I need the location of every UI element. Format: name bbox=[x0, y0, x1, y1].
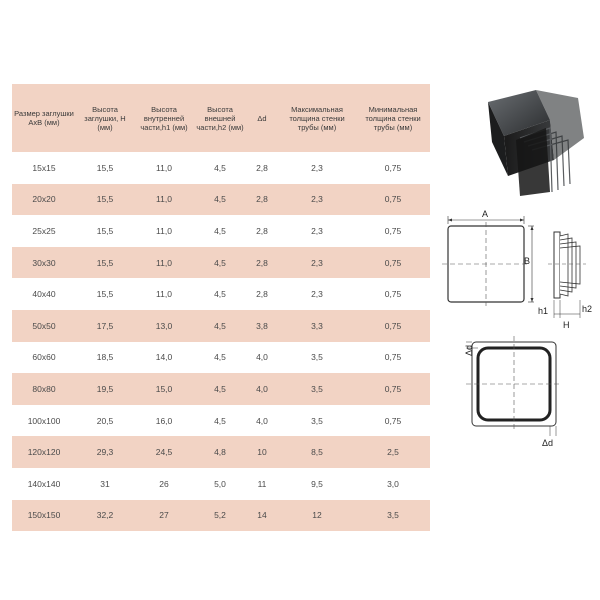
table-cell: 16,0 bbox=[155, 415, 173, 426]
dim-label-h2: h2 bbox=[582, 304, 593, 314]
table-cell: 11,0 bbox=[156, 225, 172, 236]
table-cell: 32,2 bbox=[76, 500, 134, 532]
table-cell: 14 bbox=[246, 500, 278, 532]
table-header bbox=[12, 84, 430, 152]
table-body bbox=[12, 152, 430, 531]
table-cell: 27 bbox=[134, 500, 194, 532]
table-cell: 2,8 bbox=[256, 162, 268, 173]
table-cell: 4,5 bbox=[194, 310, 246, 342]
table-cell: 2,5 bbox=[356, 436, 430, 468]
dim-label-dd-bottom: Δd bbox=[542, 438, 554, 448]
table-row bbox=[12, 310, 430, 342]
column-header: Минимальная толщина стенки трубы (мм) bbox=[356, 84, 430, 152]
table-cell: 4,5 bbox=[214, 415, 226, 426]
column-header: Высота заглушки, H (мм) bbox=[76, 84, 134, 152]
table-cell: 13,0 bbox=[134, 310, 194, 342]
table-cell: 0,75 bbox=[384, 289, 402, 300]
table-cell: 3,5 bbox=[356, 500, 430, 532]
table-cell: 150x150 bbox=[12, 500, 76, 532]
table-cell: 11,0 bbox=[134, 247, 194, 279]
table-cell: 15x15 bbox=[32, 162, 56, 173]
table-cell: 3,5 bbox=[311, 352, 323, 363]
table-cell: 12 bbox=[278, 500, 356, 532]
table-cell: 11,0 bbox=[134, 184, 194, 216]
table-cell: 15,5 bbox=[96, 225, 114, 236]
table-cell: 15,5 bbox=[76, 184, 134, 216]
table-cell: 4,5 bbox=[194, 184, 246, 216]
table-row bbox=[12, 152, 430, 184]
column-header: Δd bbox=[246, 84, 278, 152]
table-row bbox=[12, 500, 430, 532]
table-cell: 2,8 bbox=[246, 247, 278, 279]
table-cell: 11,0 bbox=[156, 289, 172, 300]
table-cell: 19,5 bbox=[76, 373, 134, 405]
column-header: Максимальная толщина стенки трубы (мм) bbox=[278, 84, 356, 152]
section-view-drawing bbox=[436, 332, 600, 450]
table-cell: 0,75 bbox=[384, 415, 402, 426]
table-cell: 2,8 bbox=[256, 225, 268, 236]
table-row bbox=[12, 468, 430, 500]
table-cell: 29,3 bbox=[76, 436, 134, 468]
table-cell: 15,5 bbox=[96, 162, 114, 173]
table-cell: 4,0 bbox=[256, 415, 268, 426]
table-cell: 14,0 bbox=[155, 352, 173, 363]
table-cell: 18,5 bbox=[96, 352, 114, 363]
table-row bbox=[12, 405, 430, 437]
table-cell: 4,5 bbox=[214, 225, 226, 236]
table-cell: 0,75 bbox=[356, 247, 430, 279]
table-cell: 0,75 bbox=[356, 184, 430, 216]
table-row bbox=[12, 278, 430, 310]
table-cell: 3,0 bbox=[387, 478, 399, 489]
table-cell: 4,0 bbox=[256, 352, 268, 363]
column-header: Высота внешней части,h2 (мм) bbox=[194, 84, 246, 152]
table-cell: 5,2 bbox=[194, 500, 246, 532]
table-cell: 4,5 bbox=[214, 352, 226, 363]
table-cell: 2,3 bbox=[311, 289, 323, 300]
front-view-drawing bbox=[436, 210, 600, 340]
table-cell: 3,5 bbox=[278, 373, 356, 405]
spec-table bbox=[12, 84, 430, 531]
table-cell: 11 bbox=[257, 478, 267, 489]
table-row bbox=[12, 373, 430, 405]
table-row bbox=[12, 247, 430, 279]
table-cell: 25x25 bbox=[32, 225, 56, 236]
table-cell: 5,0 bbox=[214, 478, 226, 489]
table-cell: 10 bbox=[246, 436, 278, 468]
column-header: Высота внутренней части,h1 (мм) bbox=[134, 84, 194, 152]
table-cell: 4,0 bbox=[246, 373, 278, 405]
table-cell: 15,0 bbox=[134, 373, 194, 405]
table-cell: 31 bbox=[100, 478, 110, 489]
table-cell: 17,5 bbox=[76, 310, 134, 342]
table-row bbox=[12, 215, 430, 247]
table-cell: 0,75 bbox=[384, 162, 402, 173]
table-cell: 8,5 bbox=[278, 436, 356, 468]
table-cell: 4,8 bbox=[194, 436, 246, 468]
table-cell: 3,3 bbox=[278, 310, 356, 342]
table-cell: 15,5 bbox=[96, 289, 114, 300]
table-cell: 40x40 bbox=[32, 289, 56, 300]
table-cell: 3,8 bbox=[246, 310, 278, 342]
table-cell: 11,0 bbox=[156, 162, 172, 173]
table-cell: 2,3 bbox=[278, 247, 356, 279]
table-cell: 24,5 bbox=[134, 436, 194, 468]
table-cell: 2,3 bbox=[311, 225, 323, 236]
table-cell: 4,5 bbox=[214, 289, 226, 300]
technical-drawings bbox=[436, 70, 600, 450]
table-cell: 50x50 bbox=[12, 310, 76, 342]
table-cell: 4,5 bbox=[214, 162, 226, 173]
table-cell: 2,3 bbox=[278, 184, 356, 216]
product-photo bbox=[480, 80, 598, 196]
table-cell: 80x80 bbox=[12, 373, 76, 405]
table-row bbox=[12, 342, 430, 374]
table-cell: 0,75 bbox=[384, 225, 402, 236]
column-header: Размер заглушки AxB (мм) bbox=[12, 84, 76, 152]
table-cell: 9,5 bbox=[311, 478, 323, 489]
table-cell: 0,75 bbox=[356, 310, 430, 342]
table-cell: 3,5 bbox=[311, 415, 323, 426]
table-cell: 120x120 bbox=[12, 436, 76, 468]
table-cell: 60x60 bbox=[32, 352, 56, 363]
table-cell: 2,3 bbox=[311, 162, 323, 173]
table-cell: 2,8 bbox=[256, 289, 268, 300]
dim-label-h1: h1 bbox=[538, 306, 549, 316]
table-cell: 20,5 bbox=[96, 415, 114, 426]
table-cell: 2,8 bbox=[246, 184, 278, 216]
table-cell: 26 bbox=[159, 478, 169, 489]
dim-label-h: H bbox=[563, 320, 570, 330]
table-row bbox=[12, 436, 430, 468]
table-row bbox=[12, 184, 430, 216]
table-cell: 15,5 bbox=[76, 247, 134, 279]
table-cell: 100x100 bbox=[27, 415, 61, 426]
dim-label-a: A bbox=[482, 210, 489, 219]
table-cell: 4,5 bbox=[194, 373, 246, 405]
table-cell: 140x140 bbox=[27, 478, 61, 489]
dim-label-dd-top: Δd bbox=[464, 344, 474, 356]
dim-label-b: B bbox=[524, 256, 531, 266]
table-cell: 20x20 bbox=[12, 184, 76, 216]
table-cell: 0,75 bbox=[356, 373, 430, 405]
table-cell: 0,75 bbox=[384, 352, 402, 363]
table-cell: 30x30 bbox=[12, 247, 76, 279]
table-cell: 4,5 bbox=[194, 247, 246, 279]
